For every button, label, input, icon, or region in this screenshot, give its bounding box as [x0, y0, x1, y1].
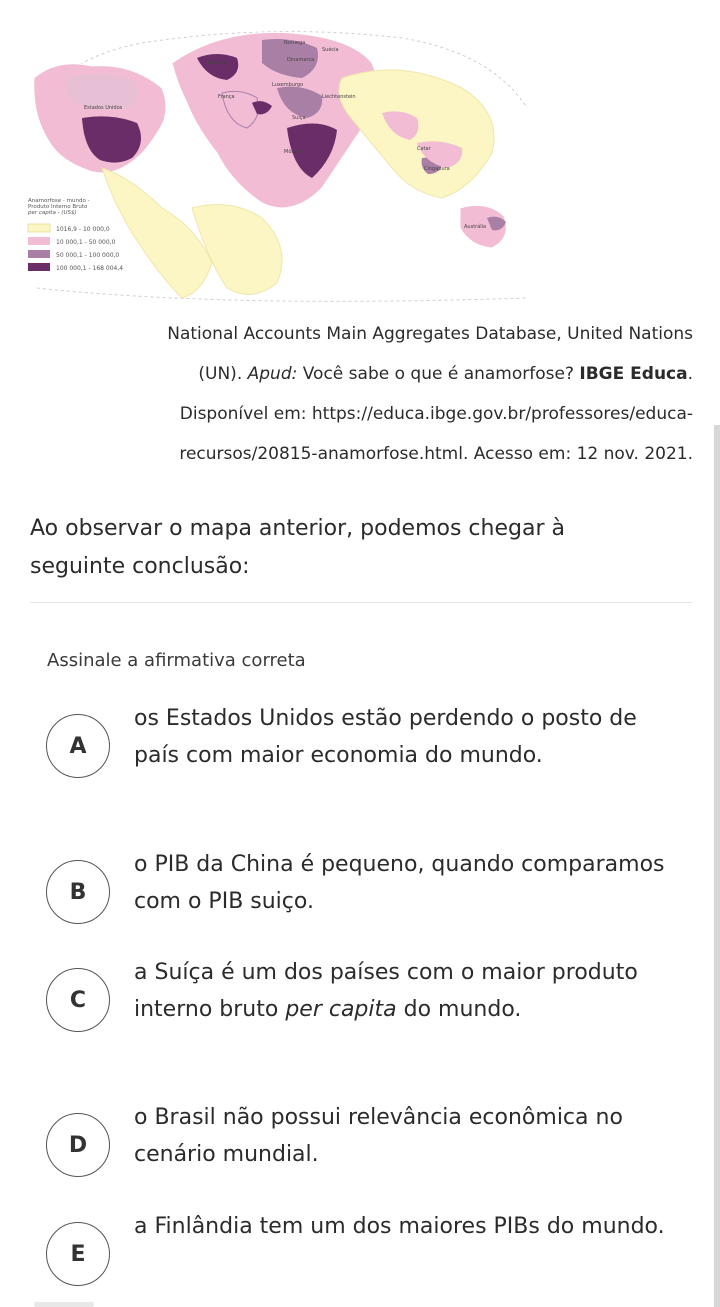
map-label-cingapura: Cingapura	[424, 166, 450, 172]
map-label-irlanda: Irlanda	[208, 60, 226, 66]
map-label-luxemburgo: Luxemburgo	[272, 82, 304, 88]
legend-label-1: 1016,9 - 10 000,0	[56, 226, 110, 233]
svg-text:Produto Interno Bruto: Produto Interno Bruto	[28, 204, 88, 210]
map-label-estados-unidos: Estados Unidos	[84, 105, 123, 111]
map-label-franca: França	[218, 94, 235, 100]
map-label-suica: Suíça	[292, 115, 306, 121]
legend-swatch-4	[28, 263, 50, 271]
map-label-catar: Catar	[417, 146, 431, 152]
source-line-1: National Accounts Main Aggregates Database, United Nations	[167, 324, 693, 344]
option-letter-b[interactable]: B	[46, 860, 110, 924]
legend-swatch-1	[28, 224, 50, 232]
legend-label-4: 100 000,1 - 168 004,4	[56, 265, 124, 272]
option-text-c[interactable]: a Suíça é um dos países com o maior produto interno bruto per capita do mundo.	[134, 960, 638, 1022]
map-label-monaco: Mônaco	[284, 149, 304, 155]
option-letter-c[interactable]: C	[46, 968, 110, 1032]
legend-swatch-2	[28, 237, 50, 245]
map-graphic	[22, 18, 534, 306]
map-label-suecia: Suécia	[322, 47, 339, 53]
map-label-australia: Austrália	[464, 224, 487, 230]
bottom-indicator	[34, 1302, 94, 1307]
scrollbar[interactable]	[714, 425, 720, 1307]
map-legend-title: Anamorfose - mundo -	[28, 198, 90, 204]
option-letter-a[interactable]: A	[46, 714, 110, 778]
instruction-label: Assinale a afirmativa correta	[47, 650, 306, 671]
map-label-liechtenstein: Liechtenstein	[322, 94, 356, 100]
svg-text:per capita - (US$): per capita - (US$)	[28, 210, 77, 216]
source-line-2: (UN). Apud: Você sabe o que é anamorfose? IBGE Educa.	[198, 364, 693, 384]
question-text: Ao observar o mapa anterior, podemos chegar à seguinte conclusão:	[30, 516, 565, 579]
map-label-noruega: Noruega	[284, 40, 306, 46]
legend-swatch-3	[28, 250, 50, 258]
option-text-d[interactable]: o Brasil não possui relevância econômica no cenário mundial.	[134, 1105, 623, 1167]
option-letter-d[interactable]: D	[46, 1113, 110, 1177]
divider	[30, 602, 692, 603]
option-letter-e[interactable]: E	[46, 1222, 110, 1286]
source-line-3: Disponível em: https://educa.ibge.gov.br/professores/educa-	[179, 404, 693, 424]
map-label-dinamarca: Dinamarca	[287, 57, 315, 63]
source-line-4: recursos/20815-anamorfose.html. Acesso em: 12 nov. 2021.	[179, 444, 693, 464]
legend-label-2: 10 000,1 - 50 000,0	[56, 239, 116, 246]
anamorphic-world-map	[22, 18, 534, 306]
option-text-a[interactable]: os Estados Unidos estão perdendo o posto de país com maior economia do mundo.	[134, 706, 637, 768]
legend-label-3: 50 000,1 - 100 000,0	[56, 252, 120, 259]
option-text-b[interactable]: o PIB da China é pequeno, quando comparamos com o PIB suiço.	[134, 852, 665, 914]
option-text-e[interactable]: a Finlândia tem um dos maiores PIBs do mundo.	[134, 1214, 665, 1239]
